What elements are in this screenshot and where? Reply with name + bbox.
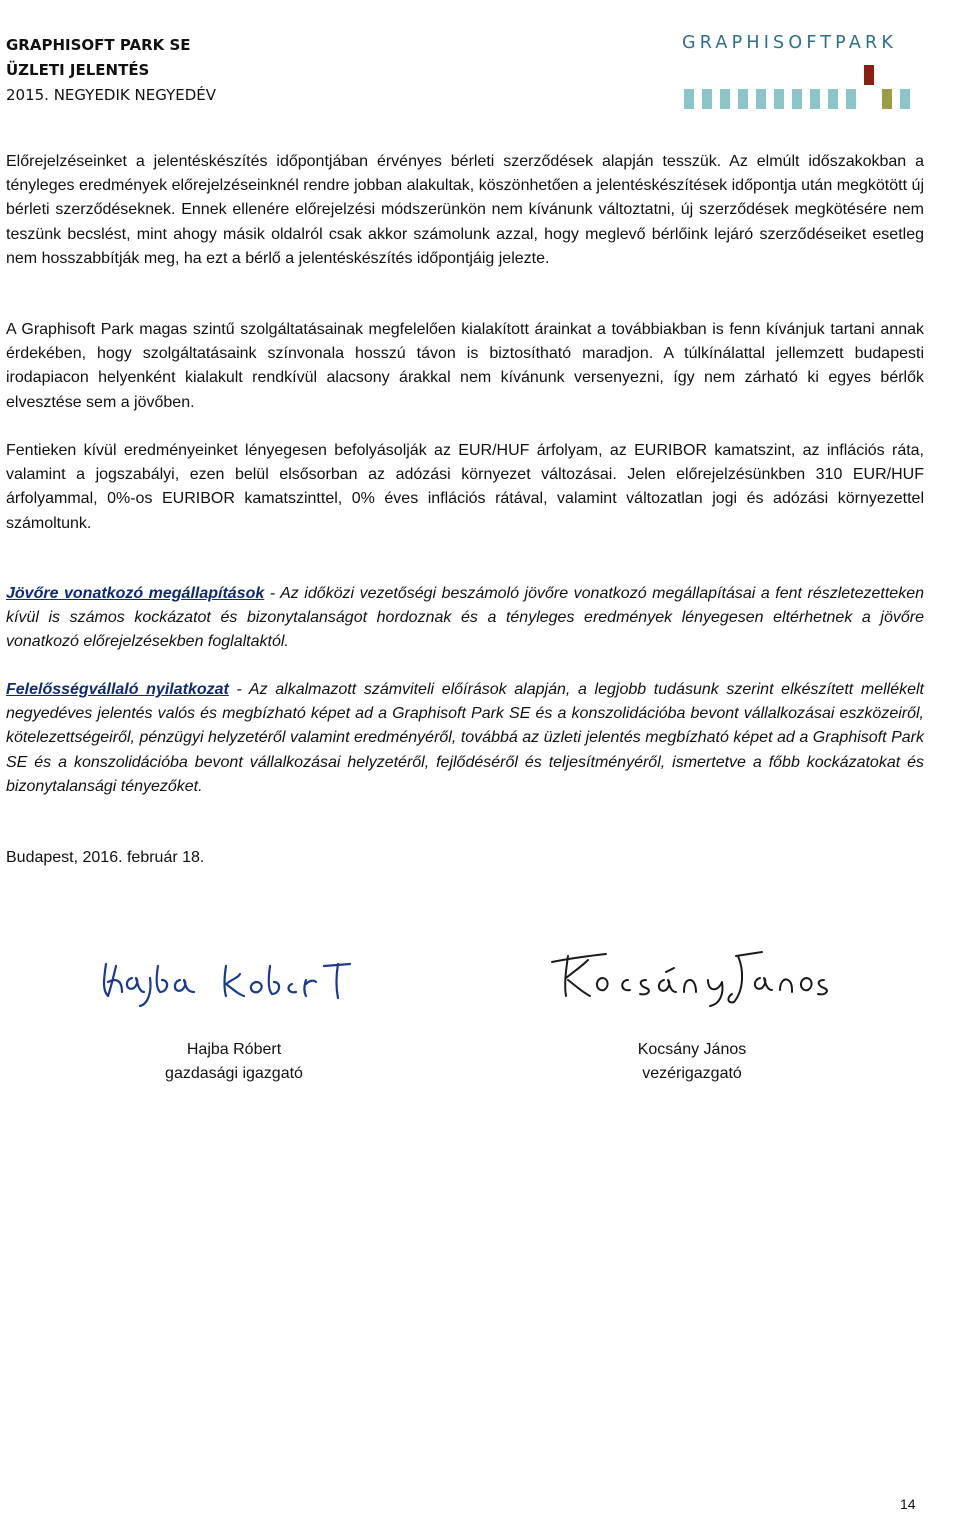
logo-bar <box>864 65 874 85</box>
signatory-title: gazdasági igazgató <box>165 1065 303 1082</box>
forward-looking-heading: Jövőre vonatkozó megállapítások <box>6 585 265 602</box>
logo-bar <box>792 89 802 109</box>
signatory-name: Kocsány János <box>637 1041 747 1058</box>
signatory-1 <box>134 1038 334 1086</box>
paragraph-forward-looking <box>6 582 924 655</box>
logo-bar <box>756 89 766 109</box>
signature-kocsany <box>548 940 828 1010</box>
logo-bar <box>702 89 712 109</box>
responsibility-text: - Az alkalmazott számviteli előírások alapján, a legjobb tudásunk szerint elkészített mellékelt negyedéves jelentés valós és megbízható képet ad a Graphisoft Park SE és a konszolidációba bevont vállalkozásai eszközeiről, kötelezettségeiről, pénzügyi helyzetéről valamint eredményéről, továbbá az üzleti jelentés megbízható képet ad a Graphisoft Park SE és a konszolidációba bevont vállalkozásai helyzetéről, fejlődéséről és teljesítményéről, ismertetve a főbb kockázatokat és bizonytalansági tényezőket. <box>6 681 924 795</box>
forward-looking-text: - Az időközi vezetőségi beszámoló jövőre vonatkozó megállapításai a fent részletezetteken kívül is számos kockázatot és bizonytalanságot hordoznak és a tényleges eredmények lényegesen eltérhetnek a jövőre vonatkozó előrejelzésekben foglaltaktól. <box>6 585 925 651</box>
paragraph-responsibility <box>6 678 924 799</box>
signatory-2 <box>592 1038 792 1086</box>
logo-bar <box>900 89 910 109</box>
place-and-date: Budapest, 2016. február 18. <box>6 849 205 866</box>
report-period: 2015. NEGYEDIK NEGYEDÉV <box>6 86 217 104</box>
logo-bar <box>810 89 820 109</box>
logo-bar <box>720 89 730 109</box>
logo-bar <box>882 89 892 109</box>
logo-bar <box>846 89 856 109</box>
report-header <box>6 33 466 108</box>
logo-wordmark: GRAPHISOFTPARK <box>682 33 898 53</box>
report-type: ÜZLETI JELENTÉS <box>6 61 150 79</box>
responsibility-heading: Felelősségvállaló nyilatkozat <box>6 681 229 698</box>
company-name: GRAPHISOFT PARK SE <box>6 36 191 54</box>
paragraph-pricing: A Graphisoft Park magas szintű szolgáltatásainak megfelelően kialakított árainkat a továbbiakban is fenn kívánjuk tartani annak érdekében, hogy szolgáltatásaink színvonala hosszú távon is biztosítható maradjon. A túlkínálattal jellemzett budapesti irodapiacon helyenként kialakult rendkívül alacsony árakkal nem kívánunk versenyezni, így nem zárható ki egyes bérlők elvesztése sem a jövőben. <box>6 321 924 411</box>
paragraph-external-factors: Fentieken kívül eredményeinket lényegesen befolyásolják az EUR/HUF árfolyam, az EURIBOR kamatszint, az inflációs ráta, valamint a jogszabályi, ezen belül elsősorban az adózási környezet változásai. Jelen előrejelzésünkben 310 EUR/HUF árfolyammal, 0%-os EURIBOR kamatszinttel, 0% éves inflációs rátával, valamint változatlan jogi és adózási környezettel számoltunk. <box>6 442 924 532</box>
graphisoft-park-logo <box>682 33 922 113</box>
signatory-title: vezérigazgató <box>642 1065 742 1082</box>
logo-bar <box>828 89 838 109</box>
paragraph-forecast-basis: Előrejelzéseinket a jelentéskészítés időpontjában érvényes bérleti szerződések alapján tesszük. Az elmúlt időszakokban a tényleges eredmények előrejelzéseinknél rendre jobban alakultak, köszönhetően a jelentéskészítések időpontja után megkötött új bérleti szerződéseknek. Ennek ellenére előrejelzési módszerünkön nem kívánunk változtatni, új szerződések megkötésére nem teszünk becslést, mint ahogy másik oldalról csak akkor számolunk azzal, hogy meglevő bérlőink lejáró szerződéseiket esetleg nem hosszabbítják meg, ha ezt a bérlő a jelentéskészítés időpontjáig jelezte. <box>6 153 924 267</box>
logo-bar <box>774 89 784 109</box>
logo-bars <box>684 65 920 109</box>
logo-bar <box>738 89 748 109</box>
signature-hajba <box>98 952 358 1012</box>
signatory-name: Hajba Róbert <box>186 1041 282 1058</box>
page-number: 14 <box>900 1496 916 1512</box>
logo-bar <box>684 89 694 109</box>
